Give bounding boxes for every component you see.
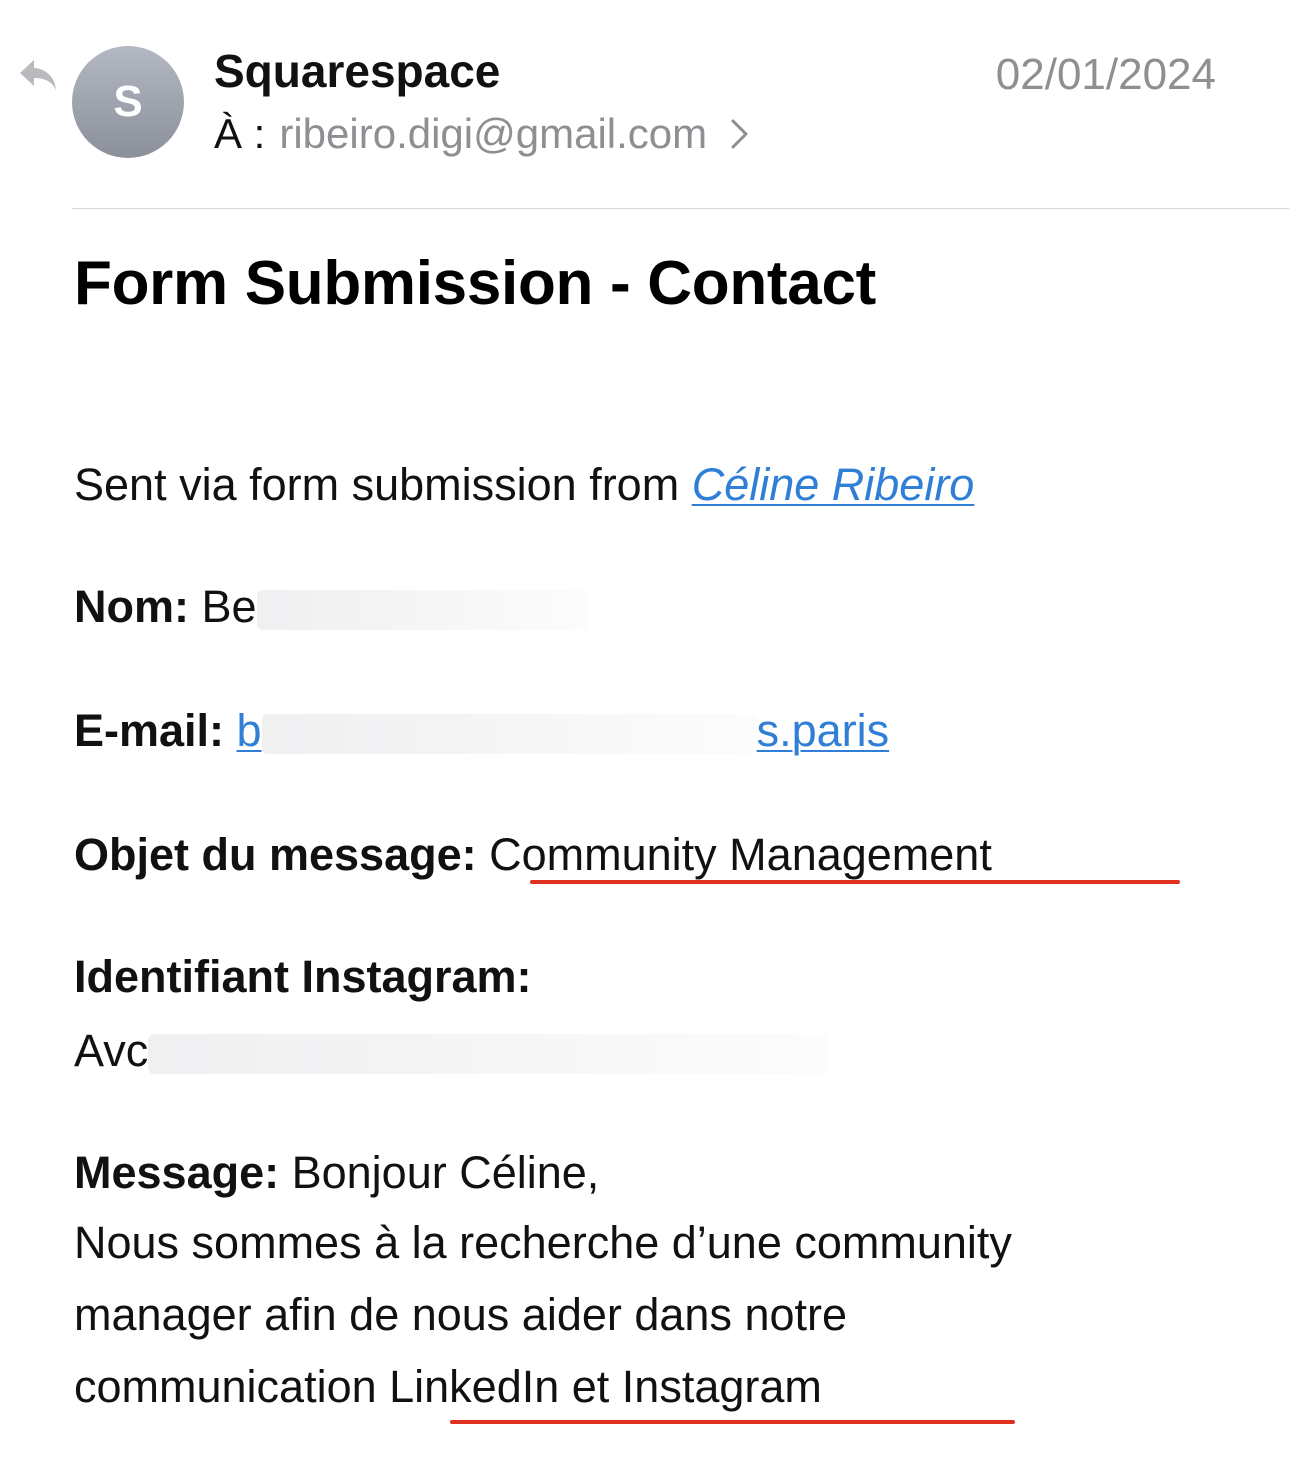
header-divider — [72, 208, 1289, 209]
recipient-row[interactable] — [214, 110, 751, 158]
email-value-start: b — [236, 705, 262, 756]
instagram-label: Identifiant Instagram: — [74, 951, 532, 1002]
field-instagram-label — [74, 950, 532, 1004]
annotation-underline — [450, 1420, 1015, 1424]
redacted-area — [148, 1034, 828, 1074]
message-line — [74, 1146, 599, 1200]
field-objet — [74, 828, 992, 882]
objet-label: Objet du message: — [74, 829, 477, 880]
email-subject: Form Submission - Contact — [74, 249, 876, 318]
redacted-area — [257, 590, 587, 630]
redacted-area — [262, 714, 757, 754]
message-greeting: Bonjour Céline, — [291, 1147, 600, 1198]
message-label: Message: — [74, 1147, 280, 1198]
nom-value: Be — [201, 581, 257, 632]
email-label: E-mail: — [74, 705, 225, 756]
sent-via-text: Sent via form submission from — [74, 459, 692, 510]
contact-email-link[interactable] — [237, 705, 890, 756]
field-nom — [74, 580, 587, 634]
recipient-address[interactable]: ribeiro.digi@gmail.com — [279, 110, 708, 157]
message-line: communication LinkedIn et Instagram — [74, 1361, 822, 1412]
nom-label: Nom: — [74, 581, 189, 632]
instagram-value: Avc — [74, 1025, 149, 1076]
objet-value: Community Management — [489, 829, 992, 880]
email-date: 02/01/2024 — [995, 50, 1216, 99]
to-label: À : — [214, 110, 266, 157]
sender-avatar — [72, 46, 184, 158]
sender-name[interactable]: Squarespace — [214, 45, 501, 97]
avatar-initial: S — [113, 77, 143, 126]
sent-via-line — [74, 458, 974, 512]
message-line: manager afin de nous aider dans notre — [74, 1289, 848, 1340]
field-instagram-value — [74, 1024, 828, 1078]
reply-icon[interactable] — [16, 52, 60, 96]
chevron-right-icon[interactable] — [729, 117, 751, 151]
sender-site-link[interactable]: Céline Ribeiro — [691, 459, 975, 510]
email-value-end: s.paris — [756, 705, 890, 756]
annotation-underline — [530, 880, 1180, 884]
message-line: Nous sommes à la recherche d’une community — [74, 1217, 1012, 1268]
field-email — [74, 704, 889, 758]
